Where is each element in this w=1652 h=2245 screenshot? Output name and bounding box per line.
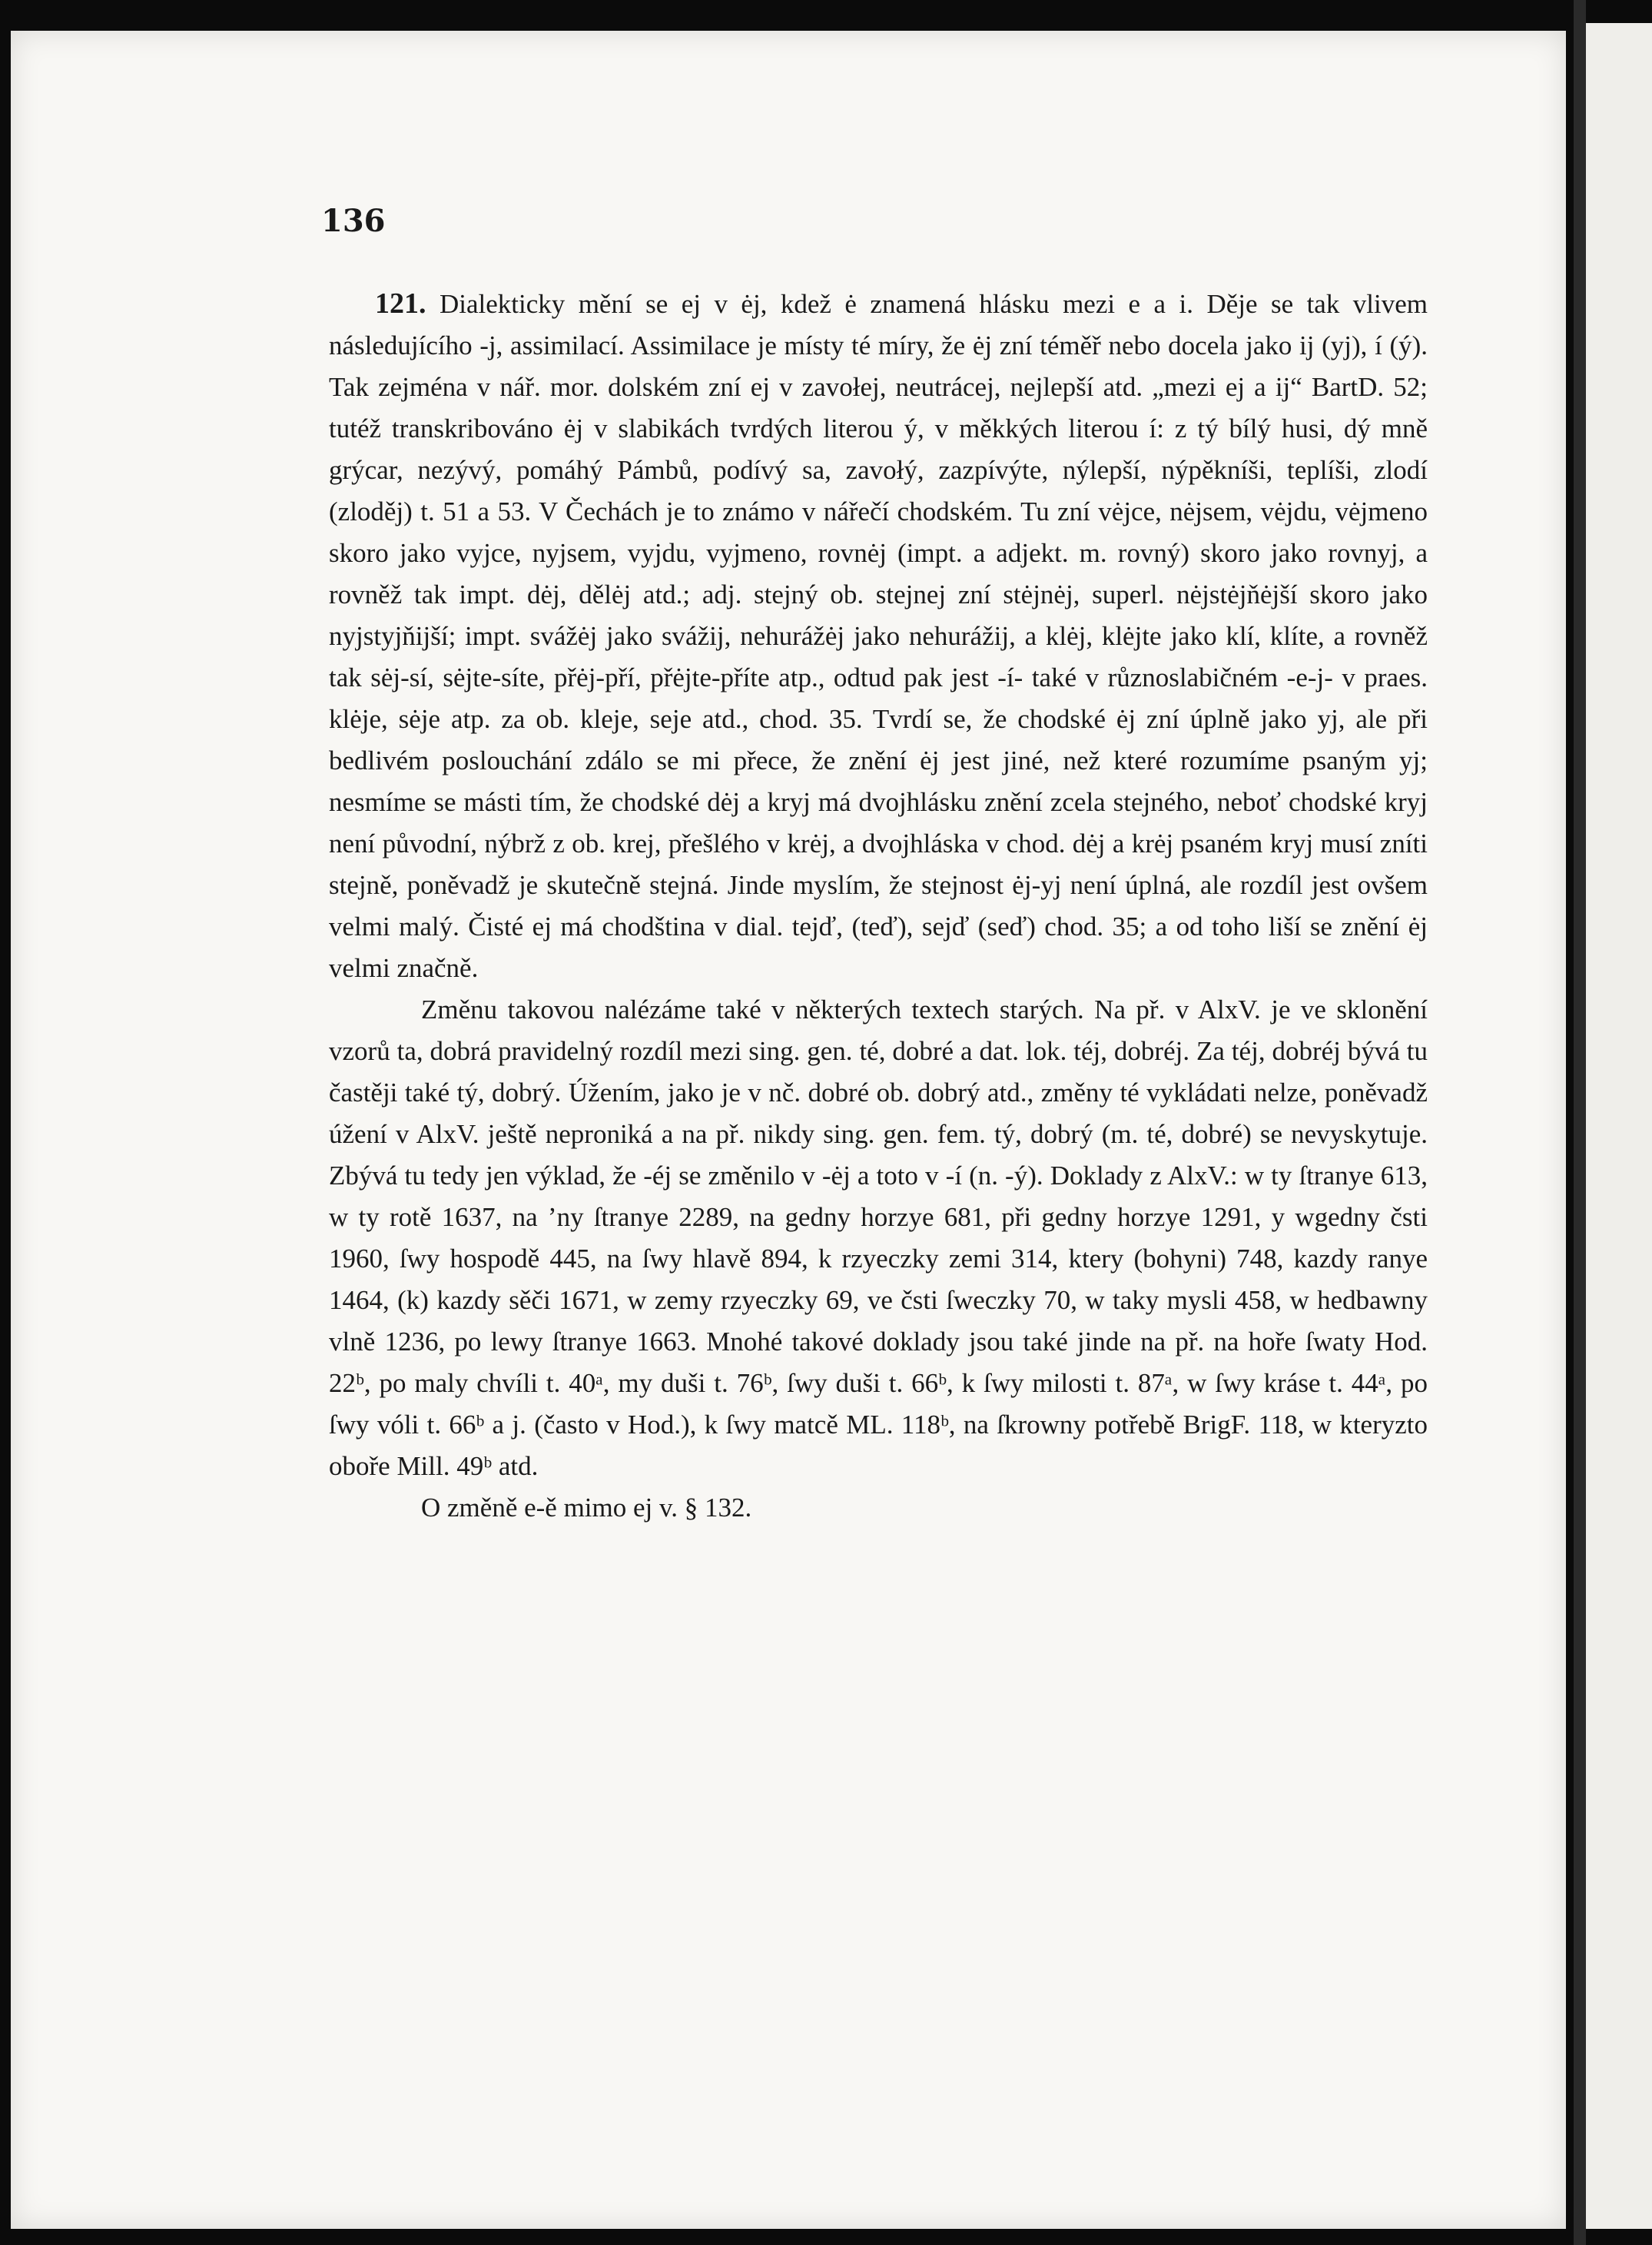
paragraph-1 (329, 283, 1428, 989)
paragraph-2: Změnu takovou nalézáme také v některých textech starých. Na př. v AlxV. je ve sklonění vzorů ta, dobrá pravidelný rozdíl mezi sing. gen. té, dobré a dat. lok. téj, dobréj. Za téj, dobréj bývá tu častěji také tý, dobrý. Úžením, jako je v nč. dobré ob. dobrý atd., změny té vykládati nelze, poněvadž úžení v AlxV. ještě neproniká a na př. nikdy sing. gen. fem. tý, dobrý (m. té, dobré) se nevyskytuje. Zbývá tu tedy jen výklad, že -éj se změnilo v -ėj a toto v -í (n. -ý). Doklady z AlxV.: w ty ſtranye 613, w ty rotě 1637, na ’ny ſtranye 2289, na gedny horzye 681, při gedny horzye 1291, y wgedny čsti 1960, ſwy hospodě 445, na ſwy hlavě 894, k rzyeczky zemi 314, ktery (bohyni) 748, kazdy ranye 1464, (k) kazdy sěči 1671, w zemy rzyeczky 69, ve čsti ſweczky 70, w taky mysli 458, w hedbawny vlně 1236, po lewy ſtranye 1663. Mnohé takové doklady jsou také jinde na př. na hoře ſwaty Hod. 22ᵇ, po maly chvíli t. 40ᵃ, my duši t. 76ᵇ, ſwy duši t. 66ᵇ, k ſwy milosti t. 87ᵃ, w ſwy kráse t. 44ᵃ, po ſwy vóli t. 66ᵇ a j. (často v Hod.), k ſwy matcě ML. 118ᵇ, na ſkrowny potřebě BrigF. 118, w kteryzto obořе Mill. 49ᵇ atd. (329, 995, 1428, 1481)
book-page (11, 31, 1566, 2229)
adjacent-page-edge (1586, 23, 1652, 2229)
binding-gutter (1574, 0, 1586, 2245)
paragraph-1-text: Dialekticky mění se ej v ėj, kdež ė znamená hlásku mezi e a i. Děje se tak vlivem následujícího -j, assimilací. Assimilace je místy té míry, že ėj zní téměř nebo docela jako ij (yj), í (ý). Tak zejména v nář. mor. dolském zní ej v zavołej, neutrácej, nejlepší atd. „mezi ej a ij“ BartD. 52; tutéž transkribováno ėj v slabikách tvrdých literou ý, v měkkých literou í: z tý bílý husi, dý mně grýcar, nezývý, pomáhý Pámbů, podívý sa, zavołý, zazpívýte, nýlepší, nýpěkníši, teplíši, zlodí (zloděj) t. 51 a 53. V Čechách je to známo v nářečí chodském. Tu zní vėjce, nėjsem, vėjdu, vėjmeno skoro jako vyjce, nyjsem, vyjdu, vyjmeno, rovnėj (impt. a adjekt. m. rovný) skoro jako rovnyj, a rovněž tak impt. dėj, dělėj atd.; adj. stejný ob. stejnej zní stėjnėj, superl. nėjstėjňėjší skoro jako nyjstyjňijší; impt. svážėj jako svážij, nehurážėj jako nehurážij, a klėj, klėjte jako klí, klíte, a rovněž tak sėj-sí, sėjte-síte, přėj-pří, přėjte-příte atp., odtud pak jest -í- také v různoslabičném -e-j- v praes. klėje, sėje atp. za ob. kleje, seje atd., chod. 35. Tvrdí se, že chodské ėj zní úplně jako yj, ale při bedlivém poslouchání zdálo se mi přece, že znění ėj jest jiné, než které rozumíme psaným yj; nesmíme se másti tím, že chodské dėj a kryj má dvojhlásku znění zcela stejného, neboť chodské kryj není původní, nýbrž z ob. krej, přešlého v krėj, a dvojhláska v chod. dėj a krėj psaném kryj musí zníti stejně, poněvadž je skutečně stejná. Jinde myslím, že stejnost ėj-yj není úplná, ale rozdíl jest ovšem velmi malý. Čisté ej má chodština v dial. tejď, (teď), sejď (seď) chod. 35; a od toho liší se znění ėj velmi značně. (329, 289, 1428, 983)
section-number: 121. (375, 287, 426, 320)
page-number: 136 (321, 203, 386, 239)
body-text (329, 283, 1428, 1529)
paragraph-3: O změně e-ě mimo ej v. § 132. (421, 1493, 752, 1523)
